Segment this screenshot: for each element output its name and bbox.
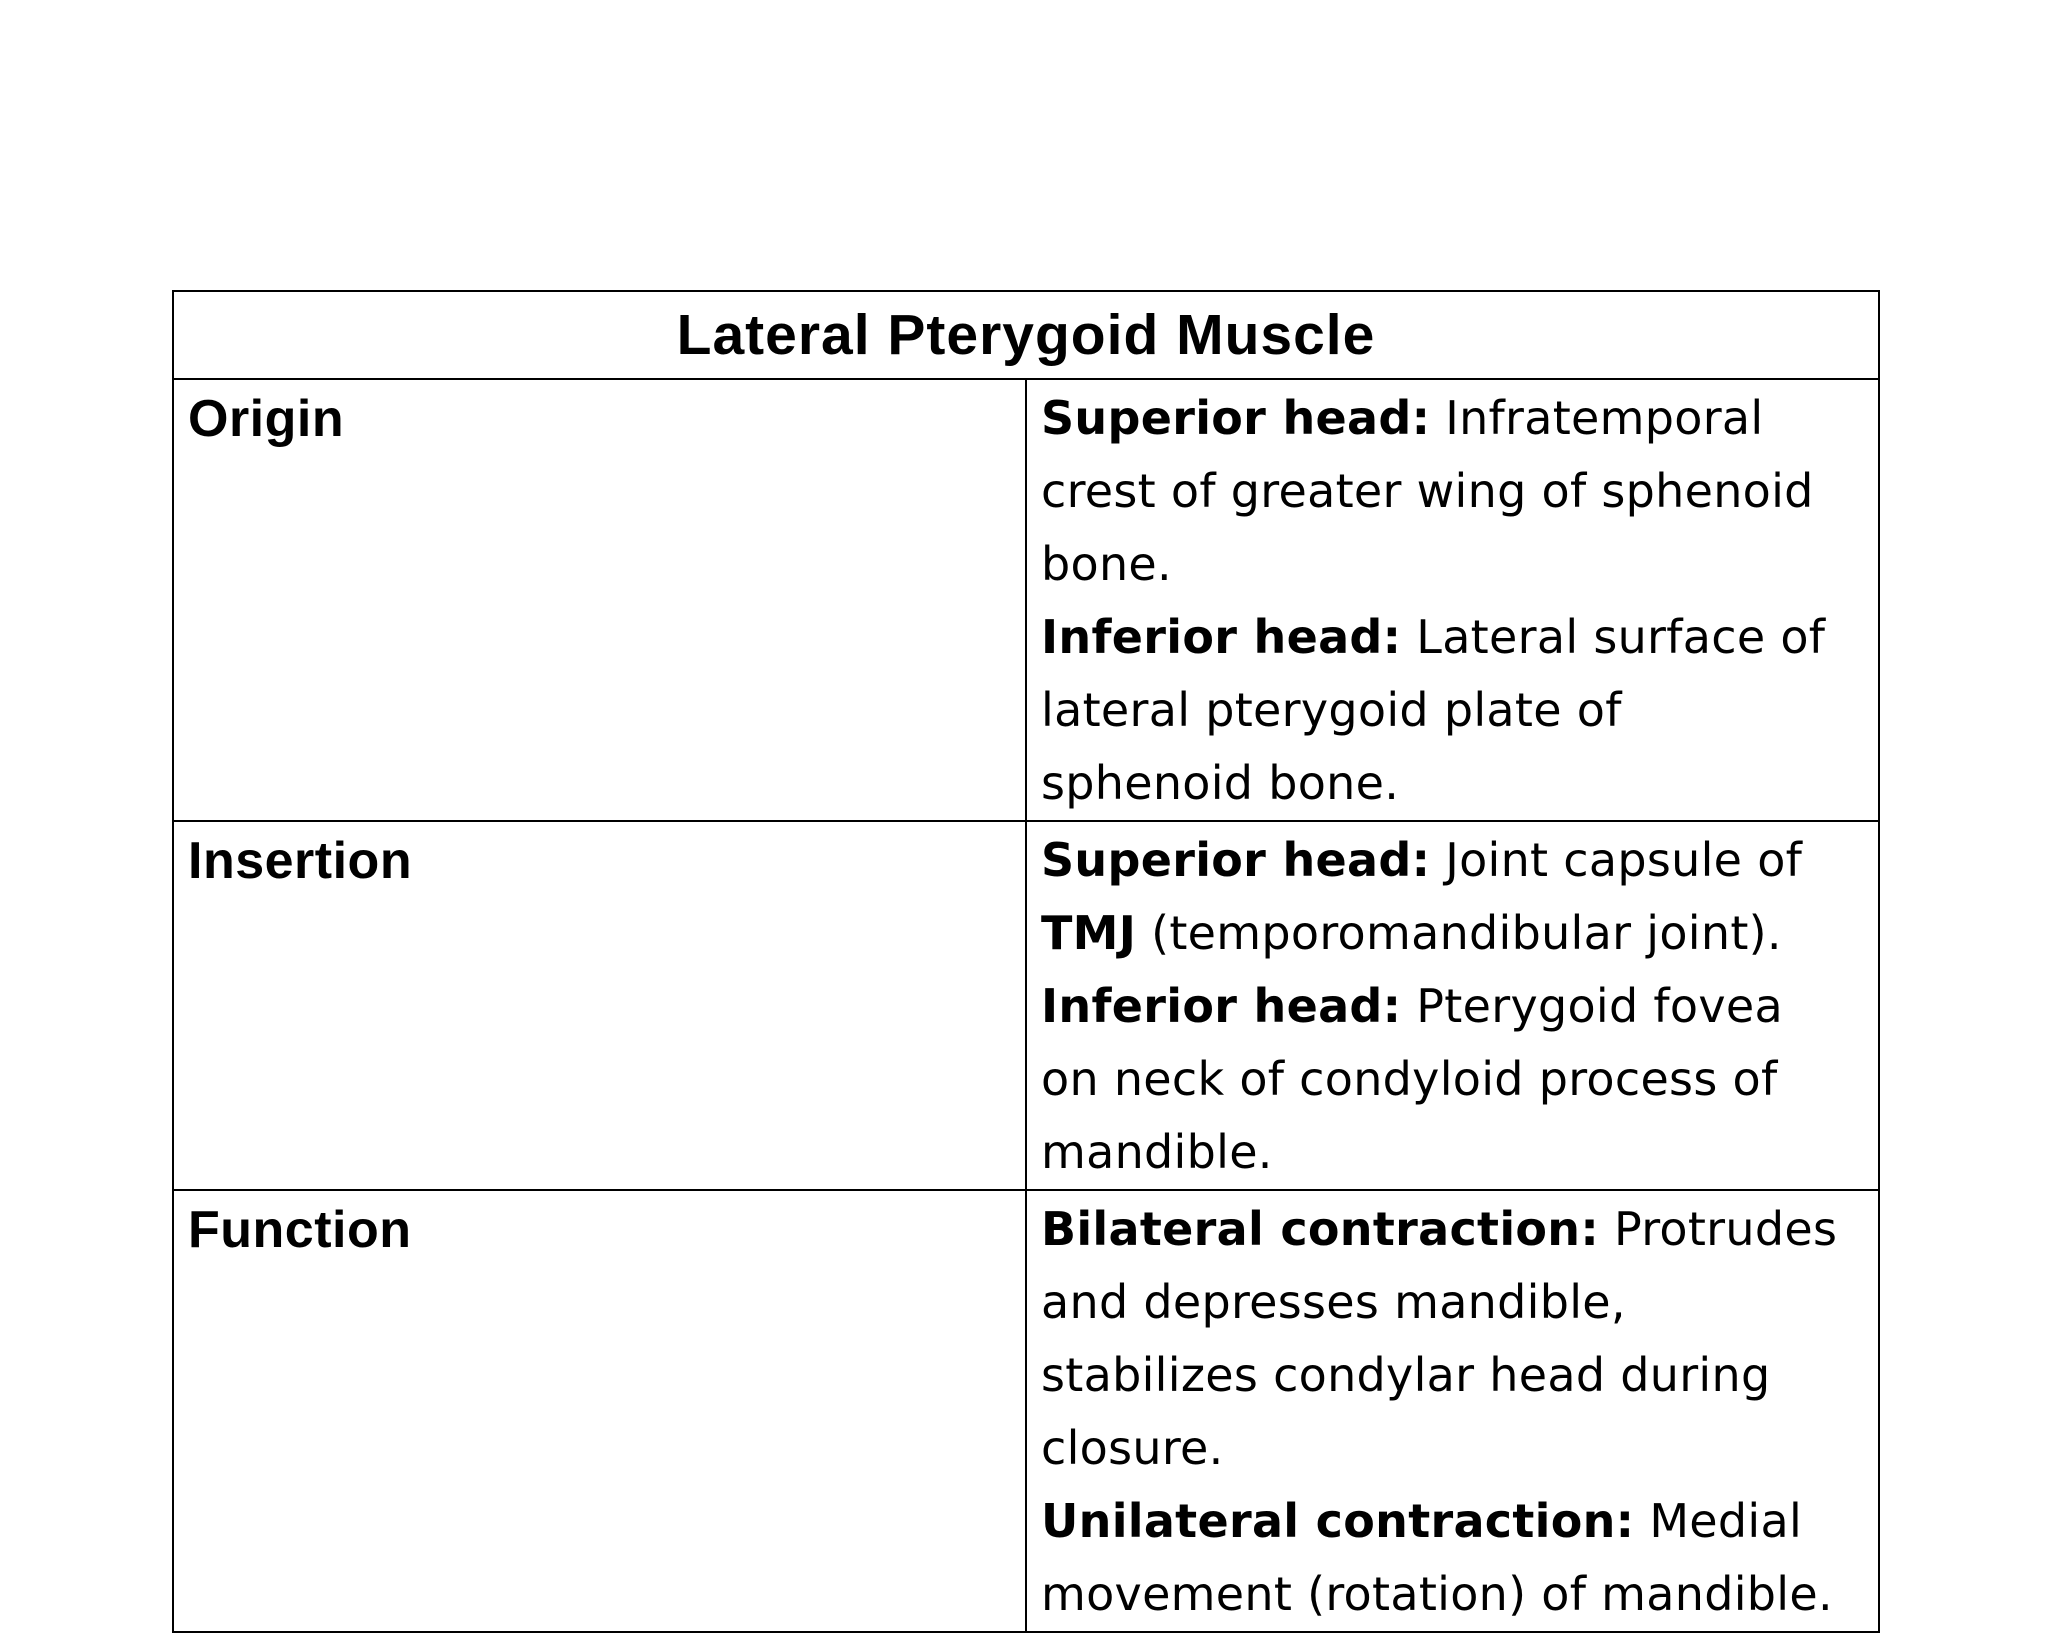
muscle-table xyxy=(172,290,1880,1633)
row-label-function: Function xyxy=(188,1201,412,1259)
entry-tail: (temporomandibular joint). xyxy=(1136,906,1782,960)
entry-text: Pterygoid fovea on neck of condyloid process of mandible. xyxy=(1041,979,1783,1179)
row-content-cell xyxy=(1026,821,1879,1190)
function-bilateral-entry xyxy=(1041,1193,1848,1485)
entry-lead: Superior head: xyxy=(1041,833,1431,887)
row-label-origin: Origin xyxy=(188,390,345,448)
row-label-cell xyxy=(173,1190,1026,1632)
entry-text: Lateral surface of lateral pterygoid plate of sphenoid bone. xyxy=(1041,610,1826,810)
entry-lead: Unilateral contraction: xyxy=(1041,1494,1635,1548)
entry-text: Medial movement (rotation) of mandible. xyxy=(1041,1494,1833,1621)
origin-inferior-entry xyxy=(1041,601,1848,820)
row-label-insertion: Insertion xyxy=(188,832,413,890)
row-content-cell xyxy=(1026,1190,1879,1632)
entry-text: Protrudes and depresses mandible, stabilizes condylar head during closure. xyxy=(1041,1202,1838,1475)
row-label-cell xyxy=(173,379,1026,821)
title-row xyxy=(173,291,1879,379)
insertion-superior-entry xyxy=(1041,824,1848,970)
entry-lead: Superior head: xyxy=(1041,391,1431,445)
entry-lead: Inferior head: xyxy=(1041,610,1402,664)
entry-lead: Inferior head: xyxy=(1041,979,1402,1033)
table-row-function xyxy=(173,1190,1879,1632)
insertion-inferior-entry xyxy=(1041,970,1848,1189)
table-row-insertion xyxy=(173,821,1879,1190)
row-label-cell xyxy=(173,821,1026,1190)
table-row-origin xyxy=(173,379,1879,821)
title-cell xyxy=(173,291,1879,379)
entry-text: Infratemporal crest of greater wing of sphenoid bone. xyxy=(1041,391,1814,591)
origin-superior-entry xyxy=(1041,382,1848,601)
function-unilateral-entry xyxy=(1041,1485,1848,1631)
entry-text: Joint capsule of xyxy=(1430,833,1803,887)
table-title: Lateral Pterygoid Muscle xyxy=(676,303,1376,367)
entry-strong: TMJ xyxy=(1041,906,1137,960)
entry-lead: Bilateral contraction: xyxy=(1041,1202,1600,1256)
row-content-cell xyxy=(1026,379,1879,821)
